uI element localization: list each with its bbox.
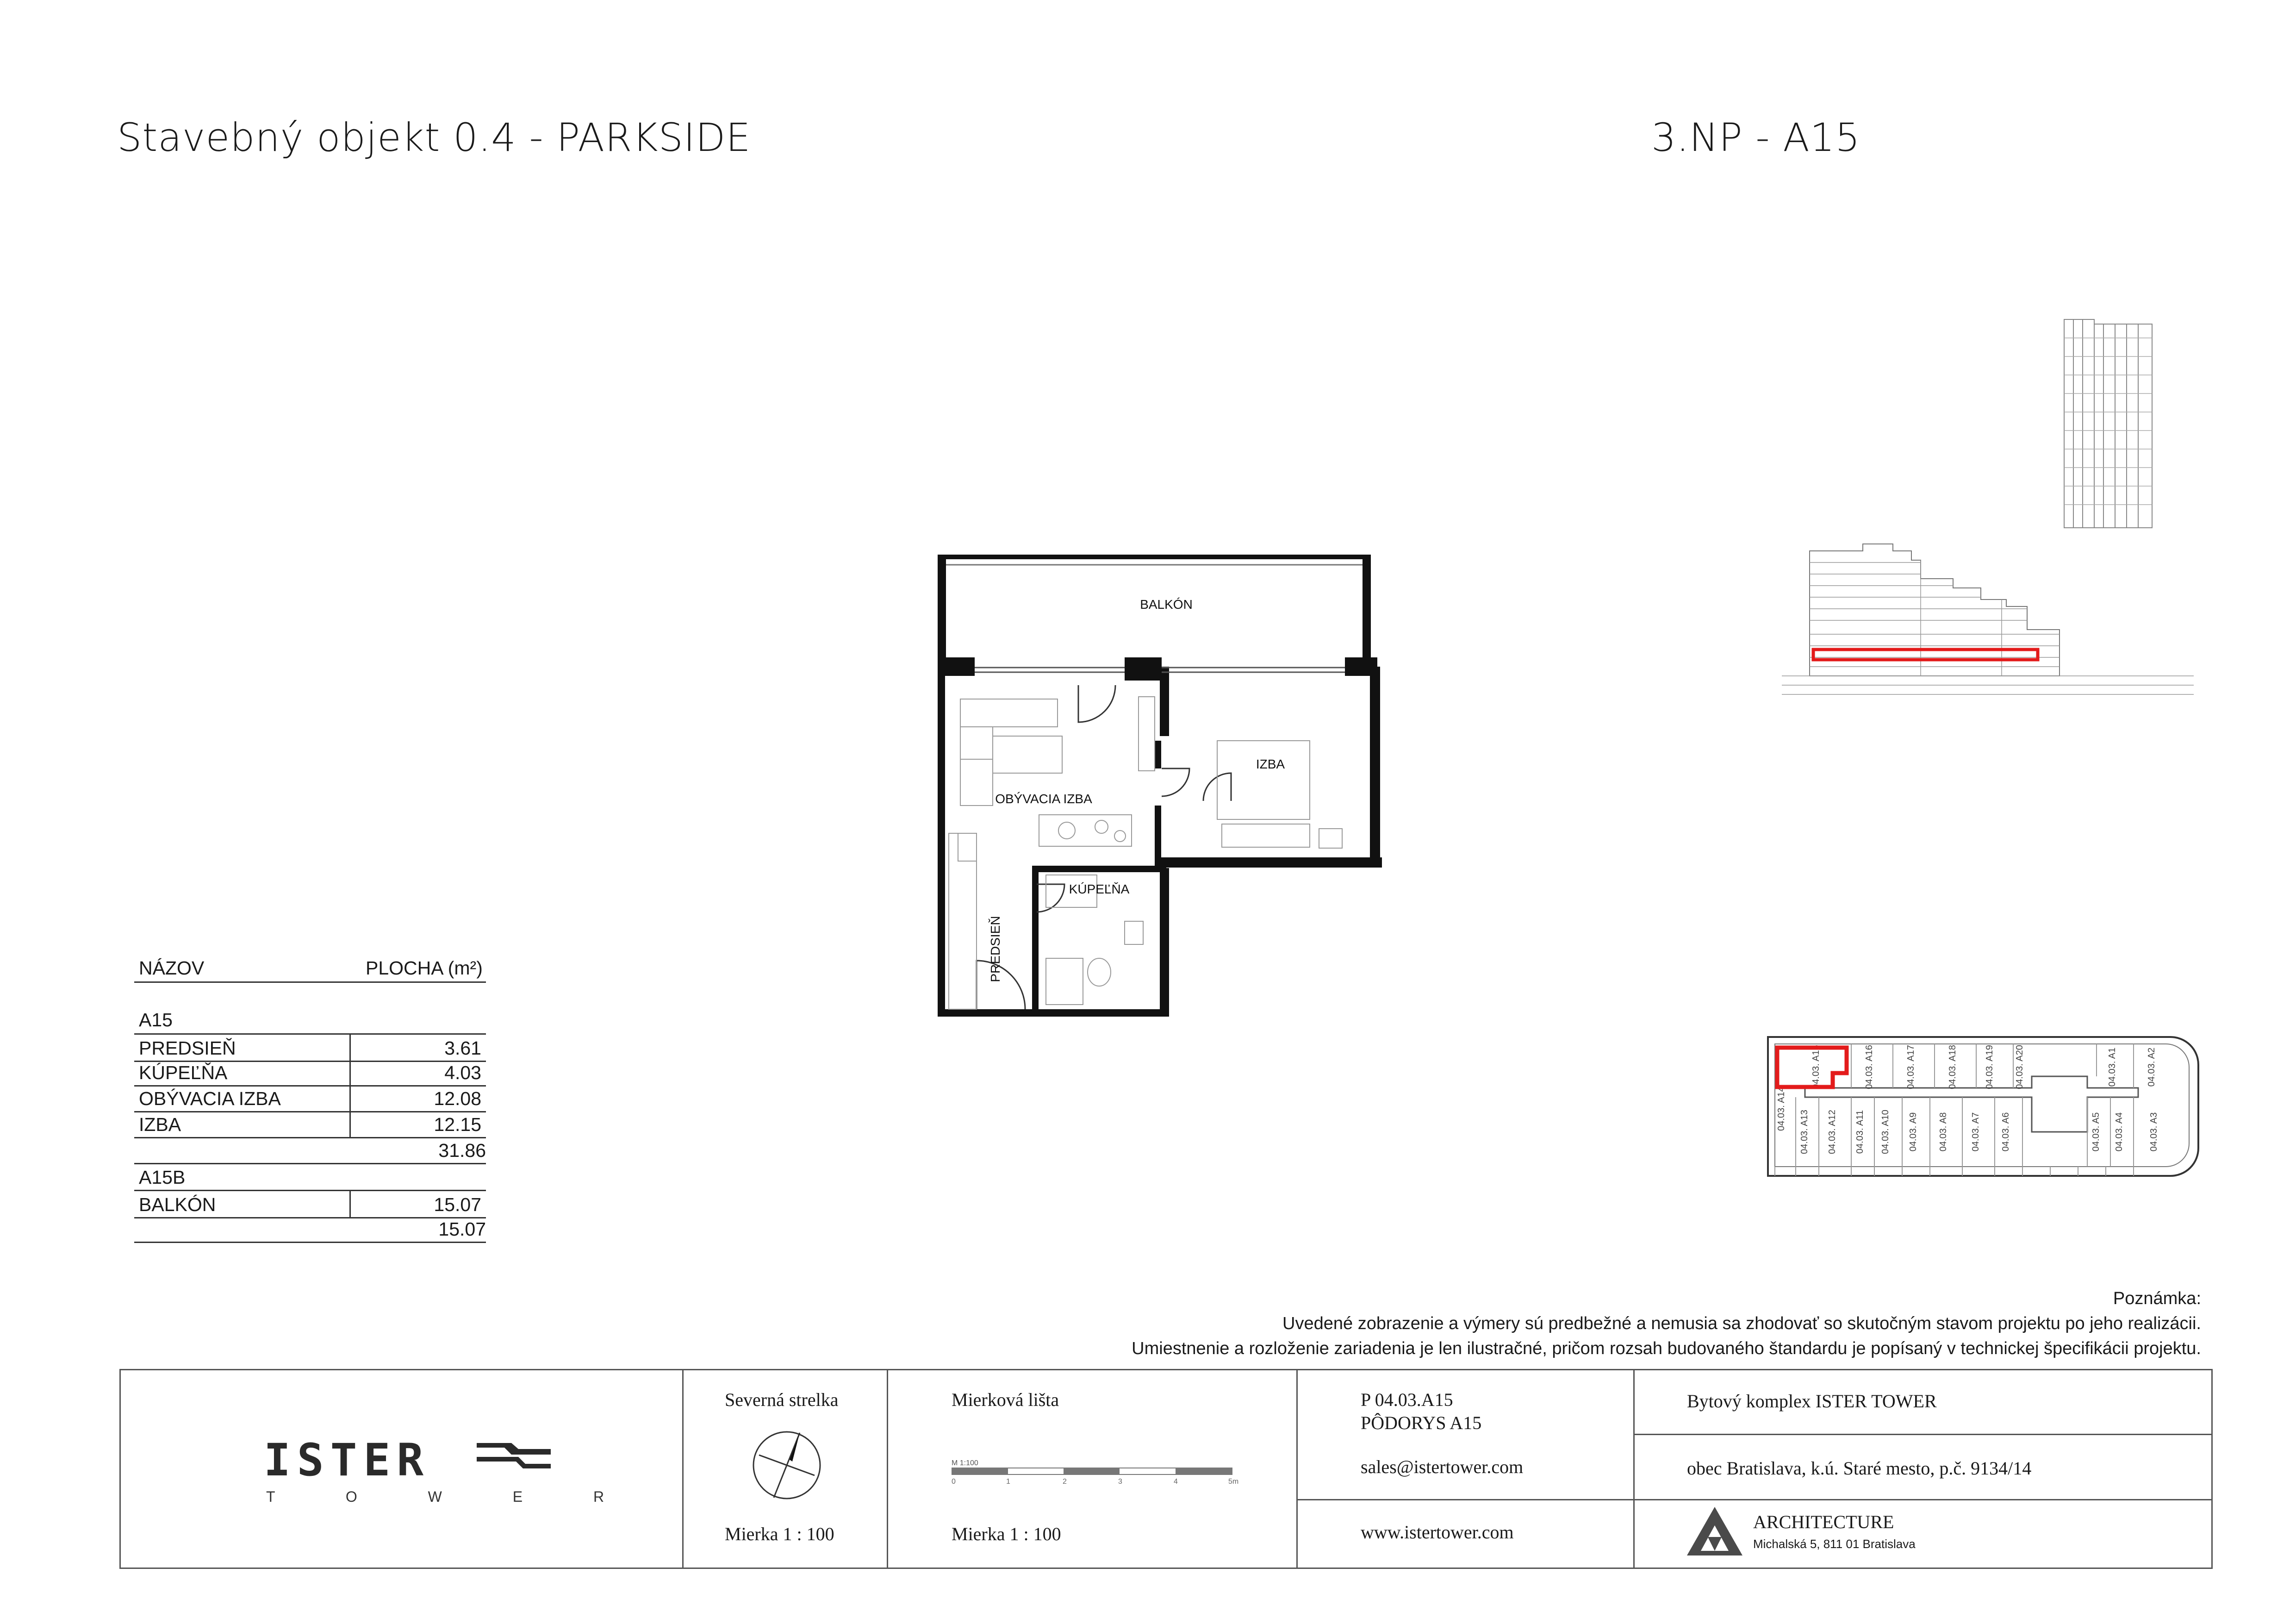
group-total: 15.07 [438,1218,486,1240]
table-row [134,1033,486,1062]
keyplan-unit: 04.03. A12 [1827,1110,1837,1154]
keyplan-unit: 04.03. A16 [1864,1045,1874,1089]
ister-logo-text: ISTER [264,1434,430,1486]
keyplan-unit: 04.03. A17 [1906,1045,1916,1089]
keyplan-unit: 04.03. A18 [1948,1045,1958,1089]
keyplan-unit: 04.03. A5 [2091,1112,2101,1152]
project-title: Stavebný objekt 0.4 - PARKSIDE [117,115,751,160]
interior-walls [1032,741,1166,1012]
architect-address: Michalská 5, 811 01 Bratislava [1753,1537,1916,1551]
room-label-balkon: BALKÓN [1140,597,1193,612]
complex-name: Bytový komplex ISTER TOWER [1687,1391,1937,1412]
scale-tick: 3 [1118,1478,1122,1486]
row-value: 3.61 [444,1037,481,1059]
elevation-drawing [1768,310,2203,727]
keyplan-unit: 04.03. A10 [1880,1110,1891,1154]
furniture [949,697,1342,1009]
keyplan-unit: 04.03. A3 [2149,1112,2159,1152]
scale-tick: 4 [1174,1478,1178,1486]
keyplan-unit: 04.03. A7 [1971,1112,1981,1152]
keyplan-unit: 04.03. A11 [1855,1110,1865,1154]
keyplan-unit: 04.03. A13 [1799,1110,1810,1154]
unit-title: 3.NP - A15 [1651,115,1860,160]
title-block-divider [1633,1499,2213,1500]
sales-email-link[interactable]: sales@istertower.com [1361,1456,1524,1477]
title-block-divider [1633,1434,2213,1435]
north-arrow-label: Severná strelka [725,1389,839,1410]
note-line-2: Umiestnenie a rozloženie zariadenia je len ilustračné, pričom rozsah budovaného štandardu je popísaný v technickej špecifikácii projektu. [1132,1339,2201,1358]
row-name: OBÝVACIA IZBA [139,1088,281,1109]
scale-tick: 2 [1063,1478,1067,1486]
keyplan-unit: 04.03. A2 [2147,1047,2157,1087]
row-name: KÚPEĽŇA [139,1062,228,1083]
group-divider [134,1242,486,1243]
keyplan-unit: 04.03. A20 [2015,1045,2025,1089]
keyplan-unit: 04.03. A14 [1776,1087,1786,1131]
scale-bar-label: Mierková lišta [952,1389,1059,1410]
table-row [134,1111,486,1138]
row-value: 4.03 [444,1062,481,1083]
architecture-logo-icon [1685,1505,1745,1558]
table-header-area: PLOCHA (m²) [366,957,483,979]
title-block-divider [887,1369,888,1569]
ister-logo-subtitle: T O W E R [266,1488,638,1505]
north-arrow-icon [750,1428,824,1502]
table-row [134,1059,486,1087]
disclaimer-note [813,1286,2201,1361]
keyplan-unit: 04.03. A1 [2107,1047,2117,1087]
row-name: IZBA [139,1114,181,1135]
note-line-1: Uvedené zobrazenie a výmery sú predbežné a nemusia sa zhodovať so skutočným stavom projektu po jeho realizácii. [1282,1314,2201,1333]
key-plan [1763,1032,2203,1185]
architect-name: ARCHITECTURE [1753,1512,1894,1532]
keyplan-unit: 04.03. A19 [1985,1045,1995,1089]
table-header-name: NÁZOV [139,957,205,979]
keyplan-top-labels [1811,1045,2157,1089]
title-block-divider [682,1369,684,1569]
keyplan-unit: 04.03. A9 [1908,1112,1918,1152]
scale-bar [952,1468,1234,1478]
scale-tick: 1 [1006,1478,1010,1486]
ister-logo-mark-icon [477,1441,551,1473]
drawing-code: P 04.03.A15 [1361,1389,1453,1410]
north-arrow-scale: Mierka 1 : 100 [725,1524,834,1544]
row-value: 12.08 [434,1088,481,1109]
title-block-divider [1633,1369,1635,1569]
keyplan-unit: 04.03. A15 [1811,1045,1821,1089]
group-name: A15B [139,1167,186,1188]
row-name: PREDSIEŇ [139,1037,236,1059]
room-label-kupelna: KÚPEĽŇA [1069,882,1130,896]
scale-text: Mierka 1 : 100 [952,1524,1061,1544]
keyplan-unit: 04.03. A8 [1938,1112,1948,1152]
room-label-izba: IZBA [1256,757,1285,771]
scale-bar-caption: M 1:100 [952,1459,978,1467]
keyplan-unit: 04.03. A6 [2001,1112,2011,1152]
table-header-divider [134,981,486,983]
row-value: 12.15 [434,1114,481,1135]
floor-plan [921,546,1407,1018]
row-value: 15.07 [434,1194,481,1215]
doors [977,685,1231,1009]
website-link[interactable]: www.istertower.com [1361,1522,1514,1543]
drawing-name: PÔDORYS A15 [1361,1412,1482,1433]
table-row [134,1190,486,1218]
note-heading: Poznámka: [2113,1289,2201,1308]
room-label-obyvacia: OBÝVACIA IZBA [995,792,1092,806]
room-label-predsien: PREDSIEŇ [988,916,1002,982]
scale-tick: 0 [952,1478,956,1486]
title-block-divider [1296,1499,1633,1500]
location-text: obec Bratislava, k.ú. Staré mesto, p.č. 9134/14 [1687,1458,2032,1479]
keyplan-unit: 04.03. A4 [2114,1112,2124,1152]
group-name: A15 [139,1009,173,1031]
group-total: 31.86 [438,1140,486,1161]
table-row [134,1085,486,1112]
title-block-divider [1296,1369,1298,1569]
group-divider [134,1163,486,1164]
elevation-floor-highlight [1813,650,2038,660]
scale-tick: 5m [1228,1478,1239,1486]
row-name: BALKÓN [139,1194,216,1215]
